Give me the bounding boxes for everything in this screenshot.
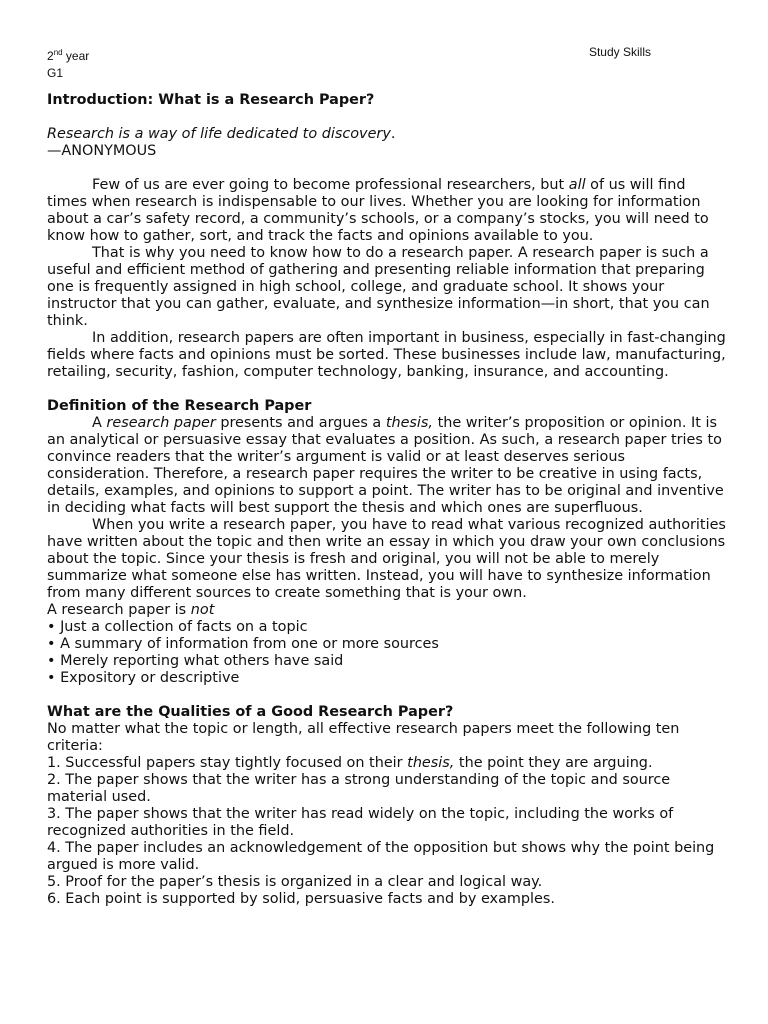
list-item: 2. The paper shows that the writer has a strong understanding of the topic and source material used. [47, 772, 671, 805]
not-list [47, 619, 727, 687]
subject-label: Study Skills [588, 45, 651, 59]
definition-heading: Definition of the Research Paper [47, 398, 312, 414]
intro-paragraph-2: That is why you need to know how to do a research paper. A research paper is such a useful and efficient method of gathering and presenting reliable information that preparing one is frequently assigned in high school, college, and graduate school. It shows your instructor that you can gather, evaluate, and synthesize information—in short, that you can think. [47, 245, 710, 329]
intro-paragraph-1: Few of us are ever going to become professional researchers, but all of us will find times when research is indispensable to our lives. Whether you are looking for information about a car’s safety record, a community’s schools, or a company’s stocks, you will need to know how to gather, sort, and track the facts and opinions available to you. [47, 177, 709, 244]
list-item: 1. Successful papers stay tightly focused on their thesis, the point they are arguing. [47, 755, 653, 771]
group-label: G1 [47, 66, 64, 80]
definition-paragraph-2: When you write a research paper, you have to read what various recognized authorities have written about the topic and then write an essay in which you draw your own conclusions about the topic. Since your thesis is fresh and original, you will not be able to merely summarize what someone else has written. Instead, you will have to synthesize information from many different sources to create something that is your own. [47, 517, 726, 601]
list-item: 6. Each point is supported by solid, persuasive facts and by examples. [47, 891, 555, 907]
page-header [47, 44, 651, 82]
criteria-list [47, 755, 727, 908]
document-body [47, 92, 727, 908]
year-label: 2nd year [47, 48, 90, 63]
not-list-lead: A research paper is not [47, 602, 215, 618]
qualities-intro: No matter what the topic or length, all effective research papers meet the following ten criteria: [47, 721, 680, 754]
intro-paragraph-3: In addition, research papers are often important in business, especially in fast-changing fields where facts and opinions must be sorted. These businesses include law, manufacturing, retailing, security, fashion, computer technology, banking, insurance, and accounting. [47, 330, 726, 380]
epigraph-attribution: —ANONYMOUS [47, 143, 157, 159]
list-item: 3. The paper shows that the writer has read widely on the topic, including the works of recognized authorities in the field. [47, 806, 674, 839]
list-item: 5. Proof for the paper’s thesis is organized in a clear and logical way. [47, 874, 543, 890]
epigraph: Research is a way of life dedicated to discovery. [47, 126, 396, 142]
list-item: 4. The paper includes an acknowledgement of the opposition but shows why the point being argued is more valid. [47, 840, 715, 873]
list-item: • Merely reporting what others have said [47, 653, 344, 669]
qualities-heading: What are the Qualities of a Good Research Paper? [47, 704, 454, 720]
list-item: • A summary of information from one or more sources [47, 636, 439, 652]
header-row [47, 44, 651, 65]
definition-paragraph-1: A research paper presents and argues a thesis, the writer’s proposition or opinion. It is an analytical or persuasive essay that evaluates a position. As such, a research paper tries to convince readers that the writer’s argument is valid or at least deserves serious consideration. Therefore, a research paper requires the writer to be creative in using facts, details, examples, and opinions to support a point. The writer has to be original and inventive in deciding what facts will best support the thesis and which ones are superfluous. [47, 415, 724, 516]
list-item: • Expository or descriptive [47, 670, 240, 686]
list-item: • Just a collection of facts on a topic [47, 619, 308, 635]
intro-heading: Introduction: What is a Research Paper? [47, 92, 375, 108]
